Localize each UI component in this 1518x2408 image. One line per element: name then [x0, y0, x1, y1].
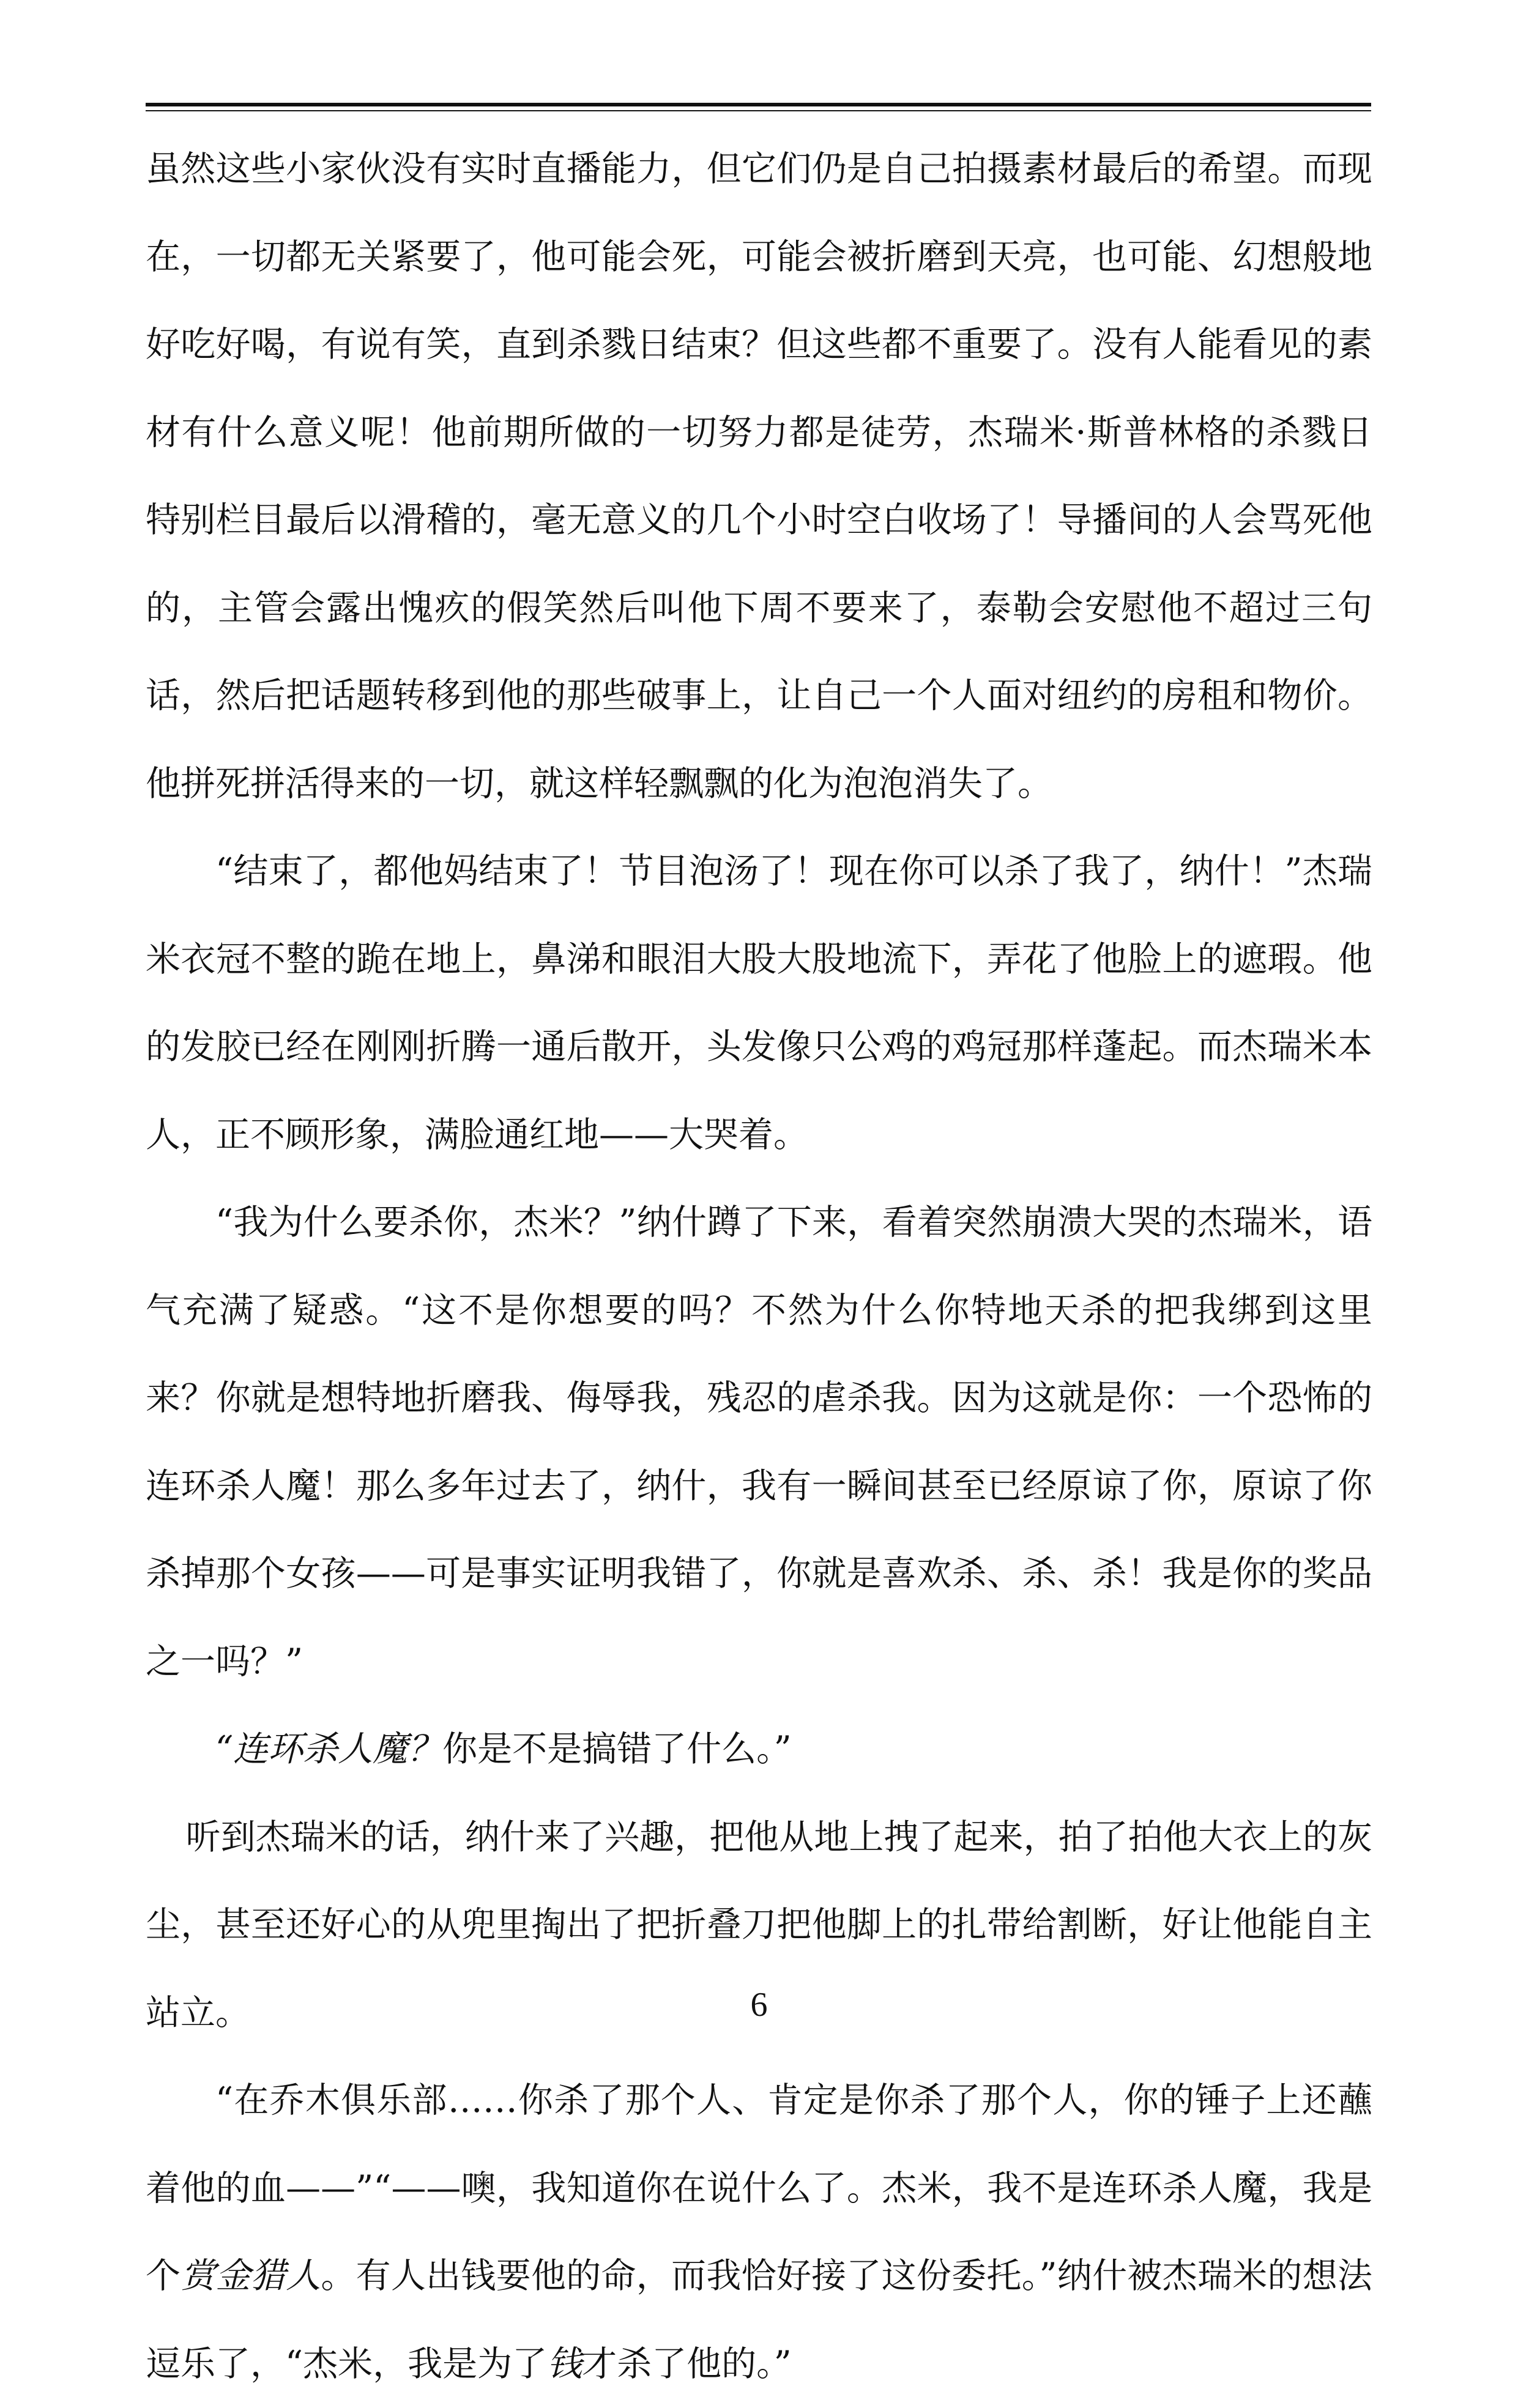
- paragraph: [146, 828, 1372, 1179]
- text-segment: 听到杰瑞米的话，纳什来了兴趣，把他从地上拽了起来，拍了拍他大衣上的灰尘，甚至还好心的从兜里掏出了把折叠刀把他脚上的扎带给割断，好让他能自主站立。: [146, 1816, 1372, 2033]
- paragraph: [146, 1179, 1372, 1706]
- body-text: [146, 125, 1372, 2408]
- text-segment: “我为什么要杀你，杰米？”纳什蹲了下来，看着突然崩溃大哭的杰瑞米，语气充满了疑惑。“这不是你想要的吗？不然为什么你特地天杀的把我绑到这里来？你就是想特地折磨我、侮辱我，残忍的虐杀我。因为这就是你：一个恐怖的连环杀人魔！那么多年过去了，纳什，我有一瞬间甚至已经原谅了你，原谅了你杀掉那个女孩——可是事实证明我错了，你就是喜欢杀、杀、杀！我是你的奖品之一吗？”: [146, 1202, 1372, 1682]
- italic-text-segment: 钱: [547, 2343, 582, 2384]
- paragraph: [146, 2057, 1372, 2408]
- text-segment: “结束了，都他妈结束了！节目泡汤了！现在你可以杀了我了，纳什！”杰瑞米衣冠不整的跪在地上，鼻涕和眼泪大股大股地流下，弄花了他脸上的遮瑕。他的发胶已经在刚刚折腾一通后散开，头发像只公鸡的鸡冠那样蓬起。而杰瑞米本人，正不顾形象，满脸通红地——大哭着。: [146, 851, 1372, 1155]
- text-segment: 。有人出钱要他的命，而我恰好接了这份委托。”纳什被杰瑞米的想法逗乐了，“杰米，我是为了: [146, 2256, 1373, 2384]
- text-segment: 才杀了他的。”: [582, 2343, 792, 2384]
- text-segment: “在乔木俱乐部……你杀了那个人、肯定是你杀了那个人，你的锤子上还蘸着他的血——”“——噢，我知道你在说什么了。杰米，我不是连环杀人魔，我是个: [146, 2080, 1372, 2296]
- text-segment: 虽然这些小家伙没有实时直播能力，但它们仍是自己拍摄素材最后的希望。而现在，一切都无关紧要了，他可能会死，可能会被折磨到天亮，也可能、幻想般地好吃好喝，有说有笑，直到杀戮日结束？但这些都不重要了。没有人能看见的素材有什么意义呢！他前期所做的一切努力都是徒劳，杰瑞米·斯普林格的杀戮日特别栏目最后以滑稽的，毫无意义的几个小时空白收场了！导播间的人会骂死他的，主管会露出愧疚的假笑然后叫他下周不要来了，泰勒会安慰他不超过三句话，然后把话题转移到他的那些破事上，让自己一个人面对纽约的房租和物价。他拼死拼活得来的一切，就这样轻飘飘的化为泡泡消失了。: [146, 149, 1372, 804]
- header-rule-thin: [146, 110, 1371, 111]
- italic-text-segment: “连环杀人魔？: [215, 1729, 443, 1769]
- page-number: 6: [750, 1986, 768, 2024]
- text-segment: 你是不是搞错了什么。”: [442, 1729, 792, 1769]
- paragraph: [146, 1706, 1372, 1794]
- paragraph: [146, 125, 1372, 828]
- italic-text-segment: 赏金猎人: [180, 2256, 321, 2296]
- header-rule-thick: [146, 103, 1371, 106]
